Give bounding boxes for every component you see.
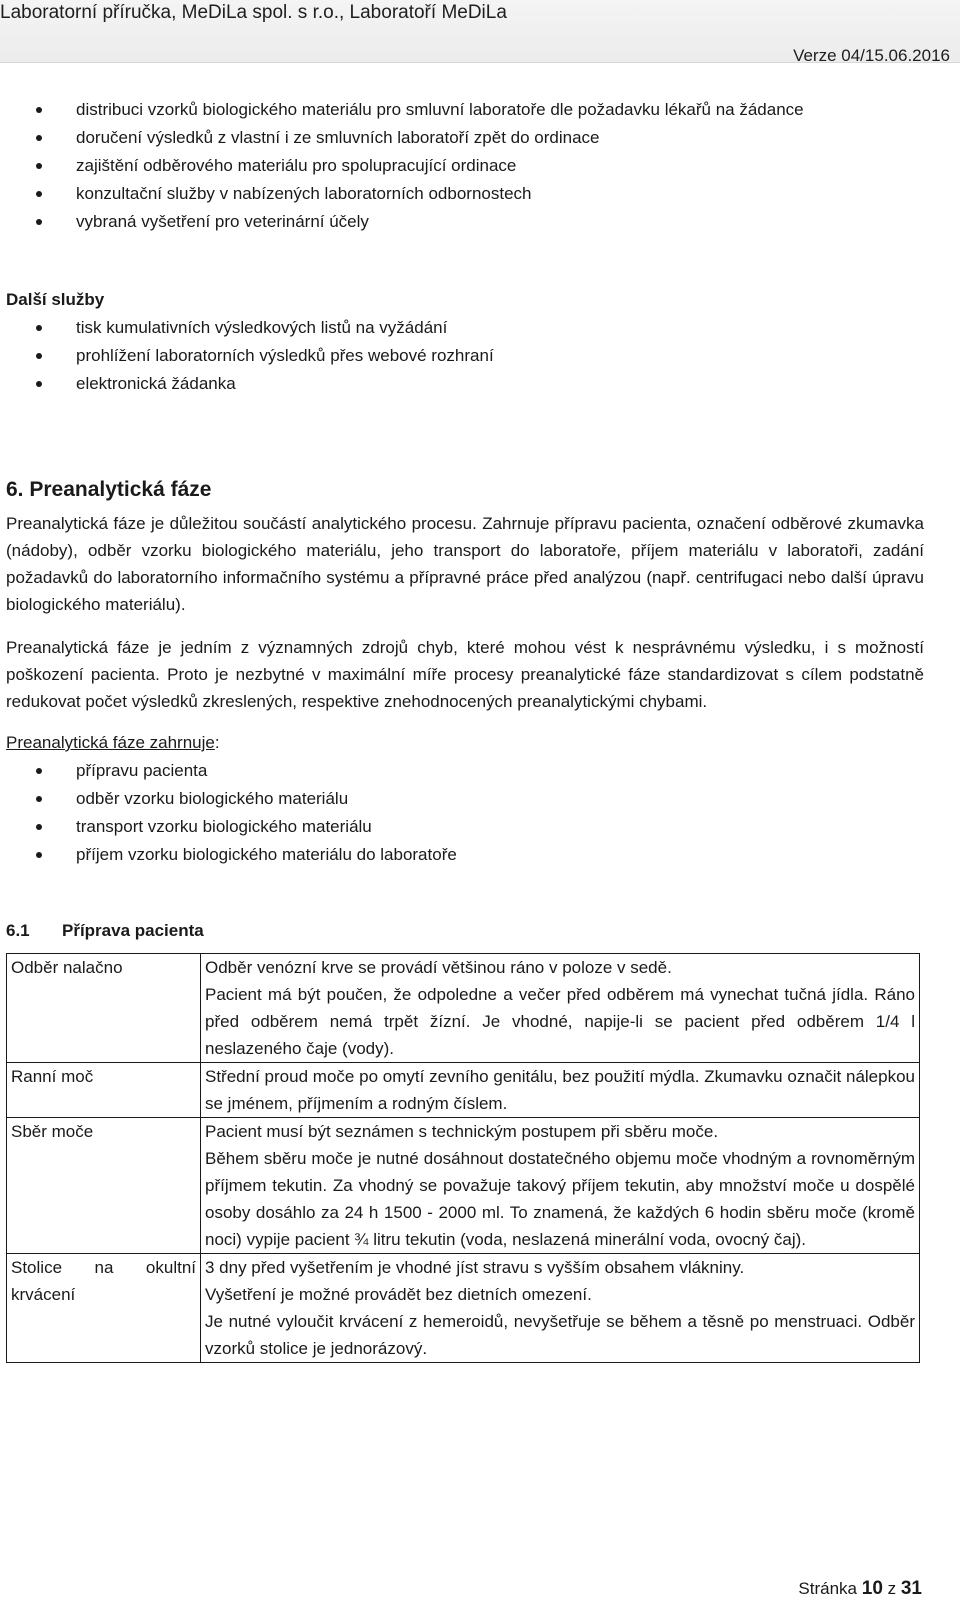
section-6-heading: 6. Preanalytická fáze (6, 478, 212, 501)
bullet-icon (36, 381, 42, 387)
list-item: konzultační služby v nabízených laboratorních odbornostech (6, 180, 924, 208)
list-item: odběr vzorku biologického materiálu (6, 785, 924, 813)
footer-page-number: 10 (861, 1578, 883, 1599)
section-6-1-heading: 6.1 Příprava pacienta (6, 921, 204, 940)
row-content: Odběr venózní krve se provádí většinou ráno v poloze v sedě. Pacient má být poučen, že odpoledne a večer před odběrem má vynechat tučná jídla. Ráno před odběrem nemá trpět žízní. Je vhodné, napije-li se pacient před odběrem 1/4 l neslazeného čaje (vody). (201, 954, 920, 1063)
row-content: Střední proud moče po omytí zevního genitálu, bez použití mýdla. Zkumavku označit nálepkou se jménem, příjmením a rodným číslem. (201, 1063, 920, 1118)
table-row (7, 1063, 920, 1118)
list-item: transport vzorku biologického materiálu (6, 813, 924, 841)
list-item: distribuci vzorků biologického materiálu pro smluvní laboratoře dle požadavku lékařů na žádance (6, 96, 924, 124)
list-item: elektronická žádanka (6, 370, 924, 398)
bullet-icon (36, 852, 42, 858)
bullet-icon (36, 796, 42, 802)
document-body (6, 96, 924, 1363)
list-item: zajištění odběrového materiálu pro spolupracující ordinace (6, 152, 924, 180)
row-label: Stolice na okultní krvácení (7, 1254, 201, 1363)
list-item: vybraná vyšetření pro veterinární účely (6, 208, 924, 236)
includes-list (6, 757, 924, 869)
section-6-paragraph-1: Preanalytická fáze je důležitou součástí analytického procesu. Zahrnuje přípravu pacienta, označení odběrové zkumavka (nádoby), odběr vzorku biologického materiálu, jeho transport do laboratoře, příjem materiálu v laboratoři, zadání požadavků do laboratorního informačního systému a přípravné práce před analýzou (např. centrifugaci nebo další úpravu biologického materiálu). (6, 514, 924, 614)
footer-page-total: 31 (900, 1578, 922, 1599)
header-version: Verze 04/15.06.2016 (793, 46, 950, 65)
bullet-icon (36, 353, 42, 359)
bullet-icon (36, 325, 42, 331)
other-services-heading: Další služby (6, 290, 105, 309)
list-item: prohlížení laboratorních výsledků přes webové rozhraní (6, 342, 924, 370)
services-list (6, 96, 924, 236)
bullet-icon (36, 163, 42, 169)
page-footer (798, 1578, 922, 1600)
row-label: Odběr nalačno (7, 954, 201, 1063)
bullet-icon (36, 768, 42, 774)
includes-label: Preanalytická fáze zahrnuje: (6, 733, 220, 752)
bullet-icon (36, 191, 42, 197)
list-item: doručení výsledků z vlastní i ze smluvních laboratoří zpět do ordinace (6, 124, 924, 152)
table-row (7, 1118, 920, 1254)
row-content: 3 dny před vyšetřením je vhodné jíst stravu s vyšším obsahem vlákniny. Vyšetření je možné provádět bez dietních omezení. Je nutné vyloučit krvácení z hemeroidů, nevyšetřuje se během a těsně po menstruaci. Odběr vzorků stolice je jednorázový. (201, 1254, 920, 1363)
table-row (7, 1254, 920, 1363)
other-services-list (6, 314, 924, 398)
bullet-icon (36, 824, 42, 830)
row-label: Ranní moč (7, 1063, 201, 1118)
bullet-icon (36, 135, 42, 141)
list-item: tisk kumulativních výsledkových listů na vyžádání (6, 314, 924, 342)
row-content: Pacient musí být seznámen s technickým postupem při sběru moče. Během sběru moče je nutné dosáhnout dostatečného objemu moče vhodným a rovnoměrným příjmem tekutin. Za vhodný se považuje takový příjem tekutin, aby množství moče u dospělé osoby dosáhlo za 24 h 1500 - 2000 ml. To znamená, že každých 6 hodin sběru moče (kromě noci) vypije pacient ¾ litru tekutin (voda, neslazená minerální voda, ovocný čaj). (201, 1118, 920, 1254)
footer-separator: z (887, 1579, 897, 1598)
row-label: Sběr moče (7, 1118, 201, 1254)
list-item: přípravu pacienta (6, 757, 924, 785)
page-header (0, 0, 960, 63)
bullet-icon (36, 107, 42, 113)
header-title: Laboratorní příručka, MeDiLa spol. s r.o., Laboratoří MeDiLa (0, 2, 507, 23)
table-row (7, 954, 920, 1063)
patient-prep-table (6, 953, 920, 1363)
footer-prefix: Stránka (798, 1579, 858, 1598)
list-item: příjem vzorku biologického materiálu do laboratoře (6, 841, 924, 869)
bullet-icon (36, 219, 42, 225)
section-6-paragraph-2: Preanalytická fáze je jedním z významných zdrojů chyb, které mohou vést k nesprávnému výsledku, i s možností poškození pacienta. Proto je nezbytné v maximální míře procesy preanalytické fáze standardizovat s cílem podstatně redukovat počet výsledků zkreslených, respektive znehodnocených preanalytickými chybami. (6, 638, 924, 711)
